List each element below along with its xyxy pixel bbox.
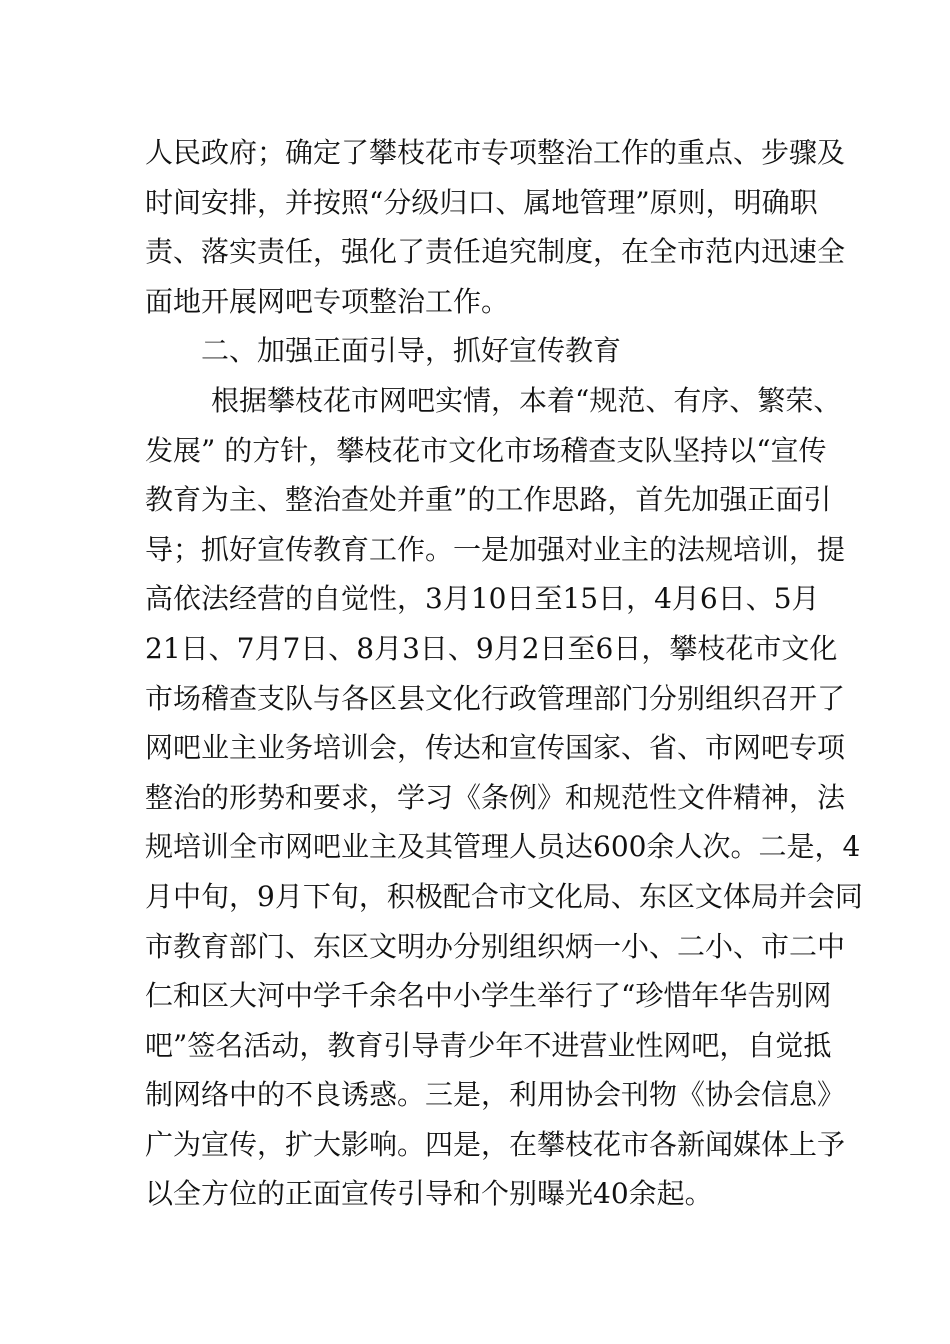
text-line: 根据攀枝花市网吧实情，本着“规范、有序、繁荣、	[211, 383, 842, 417]
text-line: 仁和区大河中学千余名中小学生举行了“珍惜年华告别网	[145, 979, 832, 1013]
text-line: 广为宣传，扩大影响。四是，在攀枝花市各新闻媒体上予	[145, 1127, 846, 1161]
text-line: 时间安排，并按照“分级归口、属地管理”原则，明确职	[145, 185, 818, 219]
text-line: 网吧业主业务培训会，传达和宣传国家、省、市网吧专项	[145, 731, 846, 765]
text-line: 人民政府；确定了攀枝花市专项整治工作的重点、步骤及	[145, 136, 846, 169]
text-line: 导；抓好宣传教育工作。一是加强对业主的法规培训，提	[145, 532, 846, 566]
section-heading	[145, 326, 815, 376]
text-line: 发展” 的方针，攀枝花市文化市场稽查支队坚持以“宣传	[145, 433, 827, 467]
heading-line: 二、加强正面引导，抓好宣传教育	[201, 334, 622, 368]
paragraph-2	[145, 376, 863, 1219]
text-line: 整治的形势和要求，学习《条例》和规范性文件精神，法	[145, 780, 846, 814]
text-line: 规培训全市网吧业主及其管理人员达600余人次。二是，4	[145, 830, 861, 864]
text-line: 以全方位的正面宣传引导和个别曝光40余起。	[145, 1177, 713, 1211]
document-body	[145, 128, 863, 1219]
text-line: 月中旬，9月下旬，积极配合市文化局、东区文体局并会同	[145, 879, 863, 913]
text-line: 市教育部门、东区文明办分别组织炳一小、二小、市二中	[145, 929, 846, 963]
text-line: 吧”签名活动，教育引导青少年不进营业性网吧，自觉抵	[145, 1028, 832, 1062]
paragraph-1	[145, 128, 846, 326]
text-line: 市场稽查支队与各区县文化行政管理部门分别组织召开了	[145, 681, 846, 715]
text-line: 21日、7月7日、8月3日、9月2日至6日，攀枝花市文化	[145, 631, 838, 665]
text-line: 高依法经营的自觉性，3月10日至15日，4月6日、5月	[145, 582, 820, 616]
text-line: 责、落实责任，强化了责任追究制度，在全市范内迅速全	[145, 235, 846, 269]
text-line: 制网络中的不良诱惑。三是，利用协会刊物《协会信息》	[145, 1078, 846, 1112]
text-line: 面地开展网吧专项整治工作。	[145, 284, 510, 318]
text-line: 教育为主、整治查处并重”的工作思路，首先加强正面引	[145, 483, 832, 517]
